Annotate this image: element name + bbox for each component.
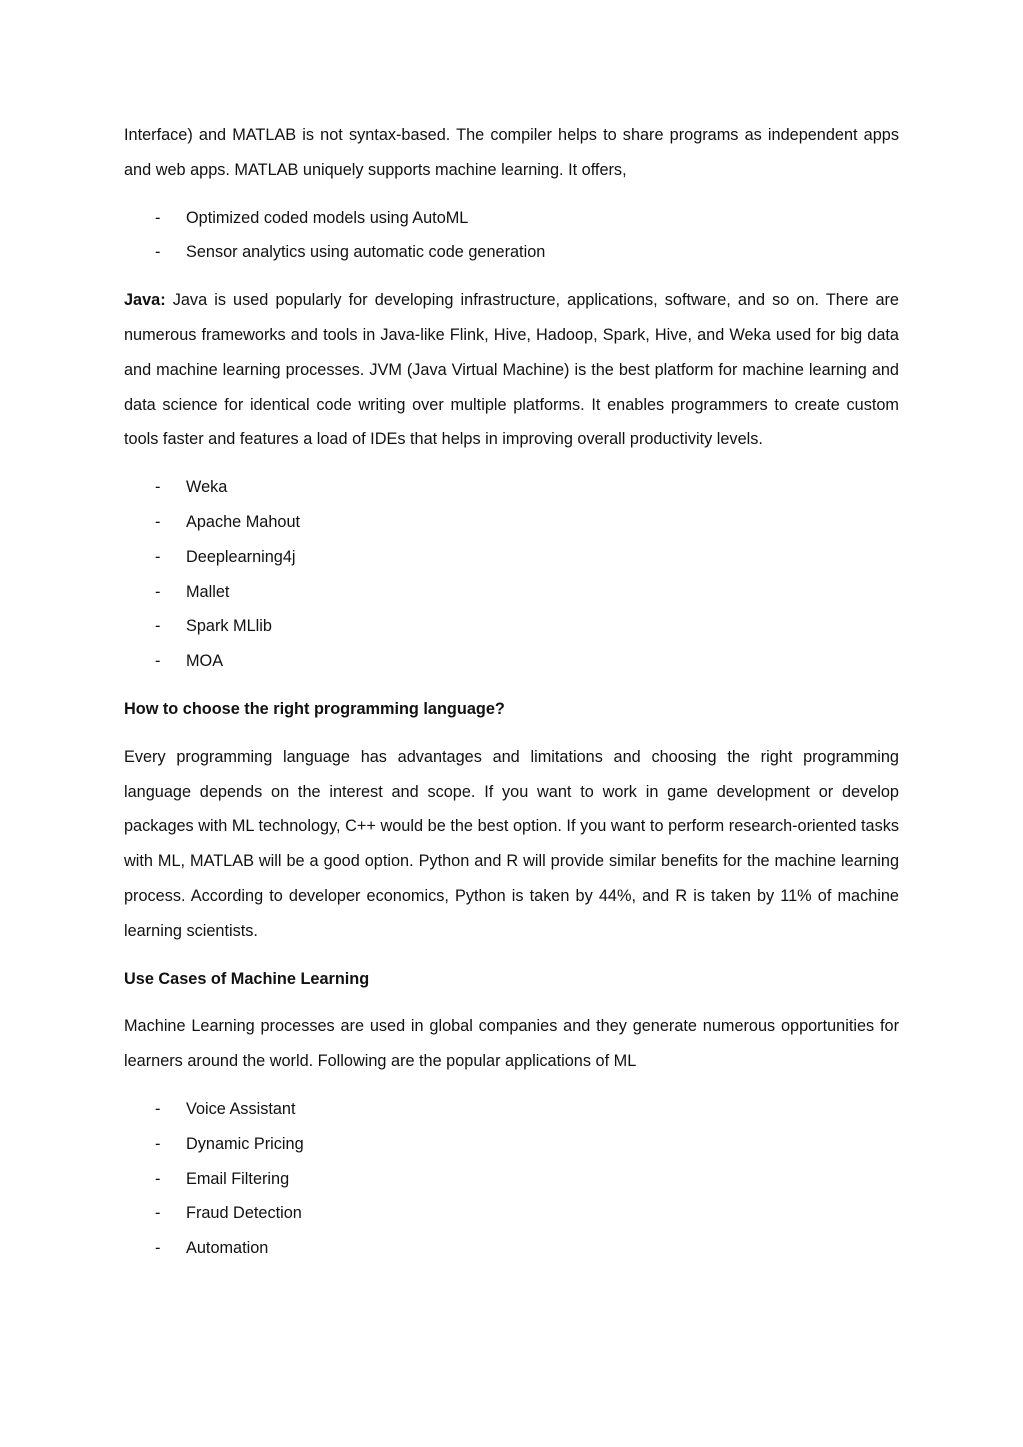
java-text: Java is used popularly for developing infrastructure, applications, software, and so on. There are numerous frameworks and tools in Java-like Flink, Hive, Hadoop, Spark, Hive, and Weka used for big data and machine learning processes. JVM (Java Virtual Machine) is the best platform for machine learning and data science for identical code writing over multiple platforms. It enables programmers to create custom tools faster and features a load of IDEs that helps in improving overall productivity levels. xyxy=(124,291,899,449)
intro-paragraph: Interface) and MATLAB is not syntax-based. The compiler helps to share programs as independent apps and web apps. MATLAB uniquely supports machine learning. It offers, xyxy=(124,126,899,179)
dash-bullet: - xyxy=(155,547,161,566)
choose-language-paragraph: Every programming language has advantages and limitations and choosing the right programming language depends on the interest and scope. If you want to work in game development or develop packages with ML technology, C++ would be the best option. If you want to perform research-oriented tasks with ML, MATLAB will be a good option. Python and R will provide similar benefits for the machine learning process. According to developer economics, Python is taken by 44%, and R is taken by 11% of machine learning scientists. xyxy=(124,747,899,940)
list-item xyxy=(124,1231,899,1266)
list-item xyxy=(124,644,899,679)
list-item-text: MOA xyxy=(186,652,224,671)
java-label: Java: xyxy=(124,291,166,310)
list-item-text: Spark MLlib xyxy=(186,617,272,636)
document-page xyxy=(124,118,899,1279)
list-item xyxy=(124,1162,899,1197)
java-paragraph xyxy=(124,283,899,457)
list-item xyxy=(124,201,899,236)
list-item-text: Fraud Detection xyxy=(186,1204,302,1223)
java-tools-list xyxy=(124,470,899,679)
dash-bullet: - xyxy=(155,582,161,601)
choose-language-heading: How to choose the right programming language? xyxy=(124,699,505,718)
list-item xyxy=(124,505,899,540)
dash-bullet: - xyxy=(155,478,161,497)
dash-bullet: - xyxy=(155,652,161,671)
list-item-text: Dynamic Pricing xyxy=(186,1134,304,1153)
list-item xyxy=(124,1196,899,1231)
list-item xyxy=(124,235,899,270)
list-item xyxy=(124,609,899,644)
matlab-features-list xyxy=(124,201,899,271)
list-item-text: Voice Assistant xyxy=(186,1099,296,1118)
list-item xyxy=(124,540,899,575)
dash-bullet: - xyxy=(155,617,161,636)
list-item-text: Weka xyxy=(186,478,228,497)
use-cases-heading: Use Cases of Machine Learning xyxy=(124,969,370,988)
dash-bullet: - xyxy=(155,512,161,531)
dash-bullet: - xyxy=(155,1239,161,1258)
use-cases-list xyxy=(124,1092,899,1266)
list-item xyxy=(124,470,899,505)
list-item xyxy=(124,1127,899,1162)
list-item-text: Email Filtering xyxy=(186,1169,290,1188)
list-item-text: Automation xyxy=(186,1239,269,1258)
list-item xyxy=(124,575,899,610)
dash-bullet: - xyxy=(155,1204,161,1223)
list-item-text: Optimized coded models using AutoML xyxy=(186,208,469,227)
list-item-text: Mallet xyxy=(186,582,230,601)
dash-bullet: - xyxy=(155,1134,161,1153)
dash-bullet: - xyxy=(155,1099,161,1118)
list-item-text: Sensor analytics using automatic code generation xyxy=(186,243,546,262)
dash-bullet: - xyxy=(155,208,161,227)
list-item-text: Deeplearning4j xyxy=(186,547,296,566)
list-item-text: Apache Mahout xyxy=(186,512,301,531)
dash-bullet: - xyxy=(155,1169,161,1188)
dash-bullet: - xyxy=(155,243,161,262)
use-cases-paragraph: Machine Learning processes are used in global companies and they generate numerous opportunities for learners around the world. Following are the popular applications of ML xyxy=(124,1017,899,1071)
list-item xyxy=(124,1092,899,1127)
